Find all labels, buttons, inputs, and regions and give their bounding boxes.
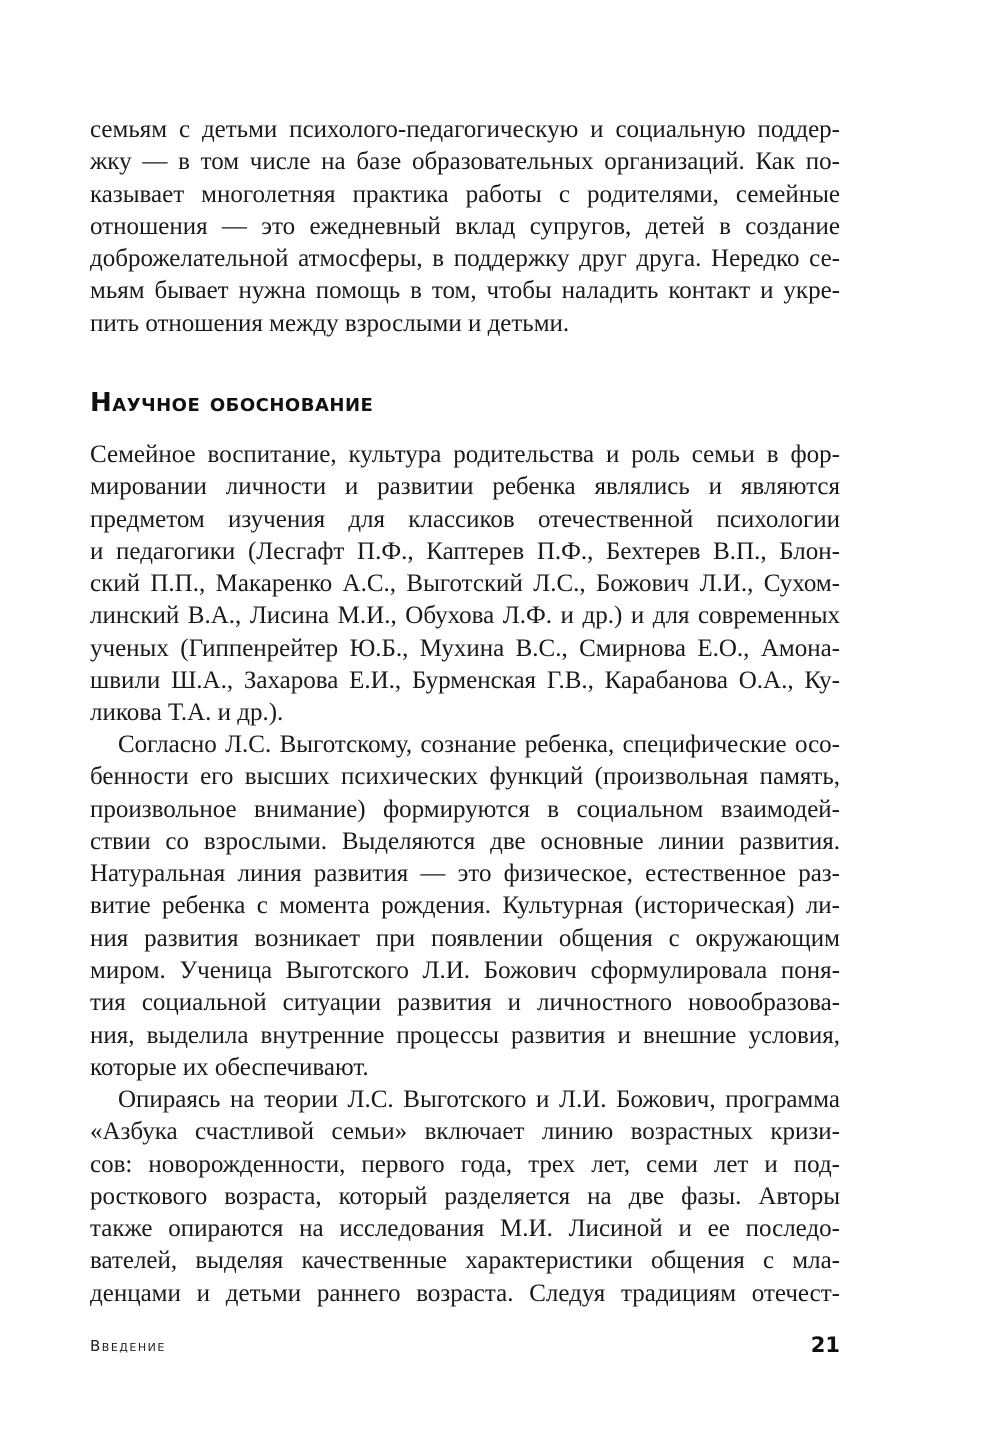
- text-line: семьям с детьми психолого-педагогическую и социальную поддер-: [90, 116, 840, 143]
- text-line: также опираются на исследования М.И. Лисиной и ее последо-: [90, 1215, 840, 1243]
- text-line: которые их обеспечивают.: [90, 1053, 369, 1081]
- text-line: ствии со взрослыми. Выделяются две основные линии развития.: [90, 827, 840, 855]
- text-line: сов: новорожденности, первого года, трех лет, семи лет и под-: [90, 1150, 840, 1178]
- text-line: тия социальной ситуации развития и личностного новообразова-: [90, 989, 840, 1017]
- text-line: ликова Т.А. и др.).: [90, 699, 284, 727]
- paragraph-1: [90, 439, 840, 730]
- text-line: росткового возраста, который разделяется на две фазы. Авторы: [90, 1182, 840, 1210]
- paragraph-2: [90, 729, 840, 1084]
- text-line: «Азбука счастливой семьи» включает линию возрастных кризи-: [90, 1118, 840, 1146]
- paragraph-3: [90, 1084, 840, 1310]
- text-line: предметом изучения для классиков отечественной психологии: [90, 505, 840, 533]
- paragraph-intro-continued: [90, 114, 840, 340]
- text-line: жку — в том числе на базе образовательных организаций. Как по-: [90, 148, 840, 176]
- text-line: произвольное внимание) формируются в социальном взаимодей-: [90, 795, 840, 823]
- text-line: ния, выделила внутренние процессы развития и внешние условия,: [90, 1021, 840, 1049]
- text-line: мьям бывает нужна помощь в том, чтобы наладить контакт и укре-: [90, 277, 840, 305]
- text-line: швили Ш.А., Захарова Е.И., Бурменская Г.В., Карабанова О.А., Ку-: [90, 667, 840, 695]
- text-line: Согласно Л.С. Выготскому, сознание ребенка, специфические осо-: [118, 731, 840, 758]
- text-line: линский В.А., Лисина М.И., Обухова Л.Ф. и др.) и для современных: [90, 602, 840, 630]
- text-line: отношения — это ежедневный вклад супругов, детей в создание: [90, 212, 840, 240]
- text-line: витие ребенка с момента рождения. Культурная (историческая) ли-: [90, 892, 840, 920]
- running-footer-section: Введение: [90, 1337, 166, 1355]
- text-line: Опираясь на теории Л.С. Выготского и Л.И. Божович, программа: [118, 1086, 840, 1113]
- text-line: ния развития возникает при появлении общения с окружающим: [90, 924, 840, 952]
- text-line: Натуральная линия развития — это физическое, естественное раз-: [90, 860, 840, 888]
- text-line: мировании личности и развитии ребенка являлись и являются: [90, 473, 840, 501]
- section-heading: Научное обоснование: [90, 388, 374, 418]
- text-line: бенности его высших психических функций (произвольная память,: [90, 763, 840, 791]
- page-number: 21: [810, 1333, 840, 1357]
- text-line: миром. Ученица Выготского Л.И. Божович сформулировала поня-: [90, 957, 840, 985]
- text-line: казывает многолетняя практика работы с родителями, семейные: [90, 180, 840, 208]
- text-line: и педагогики (Лесгафт П.Ф., Каптерев П.Ф., Бехтерев В.П., Блон-: [90, 537, 840, 565]
- text-line: денцами и детьми раннего возраста. Следуя традициям отечест-: [90, 1279, 840, 1307]
- text-line: ученых (Гиппенрейтер Ю.Б., Мухина В.С., Смирнова Е.О., Амона-: [90, 634, 840, 662]
- text-line: вателей, выделяя качественные характеристики общения с мла-: [90, 1247, 840, 1275]
- text-line: ский П.П., Макаренко А.С., Выготский Л.С., Божович Л.И., Сухом-: [90, 570, 840, 598]
- text-line: пить отношения между взрослыми и детьми.: [90, 309, 570, 337]
- text-line: доброжелательной атмосферы, в поддержку друг друга. Нередко се-: [90, 245, 840, 273]
- text-line: Семейное воспитание, культура родительства и роль семьи в фор-: [90, 441, 840, 468]
